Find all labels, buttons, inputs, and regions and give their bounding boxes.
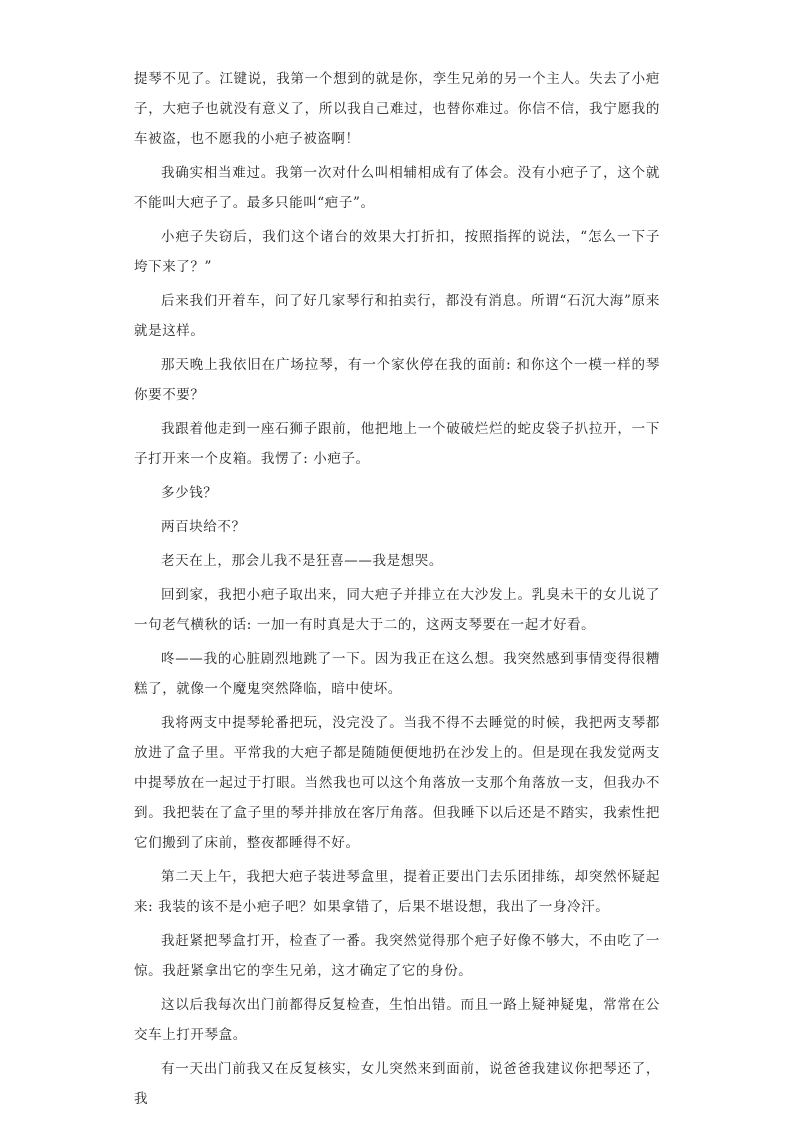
paragraph: 咚——我的心脏剧烈地跳了一下。因为我正在这么想。我突然感到事情变得很糟糕了，就像一个魔鬼突然降临，暗中使坏。 bbox=[134, 651, 660, 697]
paragraph: 提琴不见了。江键说，我第一个想到的就是你，孪生兄弟的另一个主人。失去了小疤子，大疤子也就没有意义了，所以我自己难过，也替你难过。你信不信，我宁愿我的车被盗，也不愿我的小疤子被盗啊！ bbox=[134, 71, 660, 147]
paragraph: 后来我们开着车，问了好几家琴行和拍卖行，都没有消息。所谓“石沉大海”原来就是这样。 bbox=[134, 293, 660, 339]
paragraph: 那天晚上我依旧在广场拉琴，有一个家伙停在我的面前: 和你这个一模一样的琴你要不要？ bbox=[134, 357, 660, 403]
paragraph: 老天在上，那会儿我不是狂喜——我是想哭。 bbox=[161, 553, 443, 569]
paragraph: 有一天出门前我又在反复核实，女儿突然来到面前，说爸爸我建议你把琴还了，我 bbox=[134, 1061, 660, 1107]
paragraph: 回到家，我把小疤子取出来，同大疤子并排立在大沙发上。乳臭未干的女儿说了一句老气横秋的话: 一加一有时真是大于二的，这两支琴要在一起才好看。 bbox=[134, 587, 660, 633]
body-text bbox=[134, 64, 660, 1114]
paragraph: 我跟着他走到一座石狮子跟前，他把地上一个破破烂烂的蛇皮袋子扒拉开，一下子打开来一个皮箱。我愣了: 小疤子。 bbox=[134, 421, 660, 467]
paragraph: 我确实相当难过。我第一次对什么叫相辅相成有了体会。没有小疤子了，这个就不能叫大疤子了。最多只能叫“疤子”。 bbox=[134, 165, 660, 211]
paragraph: 我将两支中提琴轮番把玩，没完没了。当我不得不去睡觉的时候，我把两支琴都放进了盒子里。平常我的大疤子都是随随便便地扔在沙发上的。但是现在我发觉两支中提琴放在一起过于打眼。当然我也可以这个角落放一支那个角落放一支，但我办不到。我把装在了盒子里的琴并排放在客厅角落。但我睡下以后还是不踏实，我索性把它们搬到了床前，整夜都睡得不好。 bbox=[134, 715, 660, 851]
paragraph: 我赶紧把琴盒打开，检查了一番。我突然觉得那个疤子好像不够大，不由吃了一惊。我赶紧拿出它的孪生兄弟，这才确定了它的身份。 bbox=[134, 933, 660, 979]
paragraph: 多少钱？ bbox=[161, 485, 218, 501]
paragraph: 第二天上午，我把大疤子装进琴盒里，提着正要出门去乐团排练，却突然怀疑起来: 我装的该不是小疤子吧？如果拿错了，后果不堪设想，我出了一身冷汗。 bbox=[134, 869, 660, 915]
paragraph: 两百块给不？ bbox=[161, 519, 246, 535]
paragraph: 这以后我每次出门前都得反复检查，生怕出错。而且一路上疑神疑鬼，常常在公交车上打开琴盒。 bbox=[134, 997, 660, 1043]
paragraph: 小疤子失窃后，我们这个诸台的效果大打折扣，按照指挥的说法，“怎么一下子垮下来了？” bbox=[134, 229, 660, 275]
